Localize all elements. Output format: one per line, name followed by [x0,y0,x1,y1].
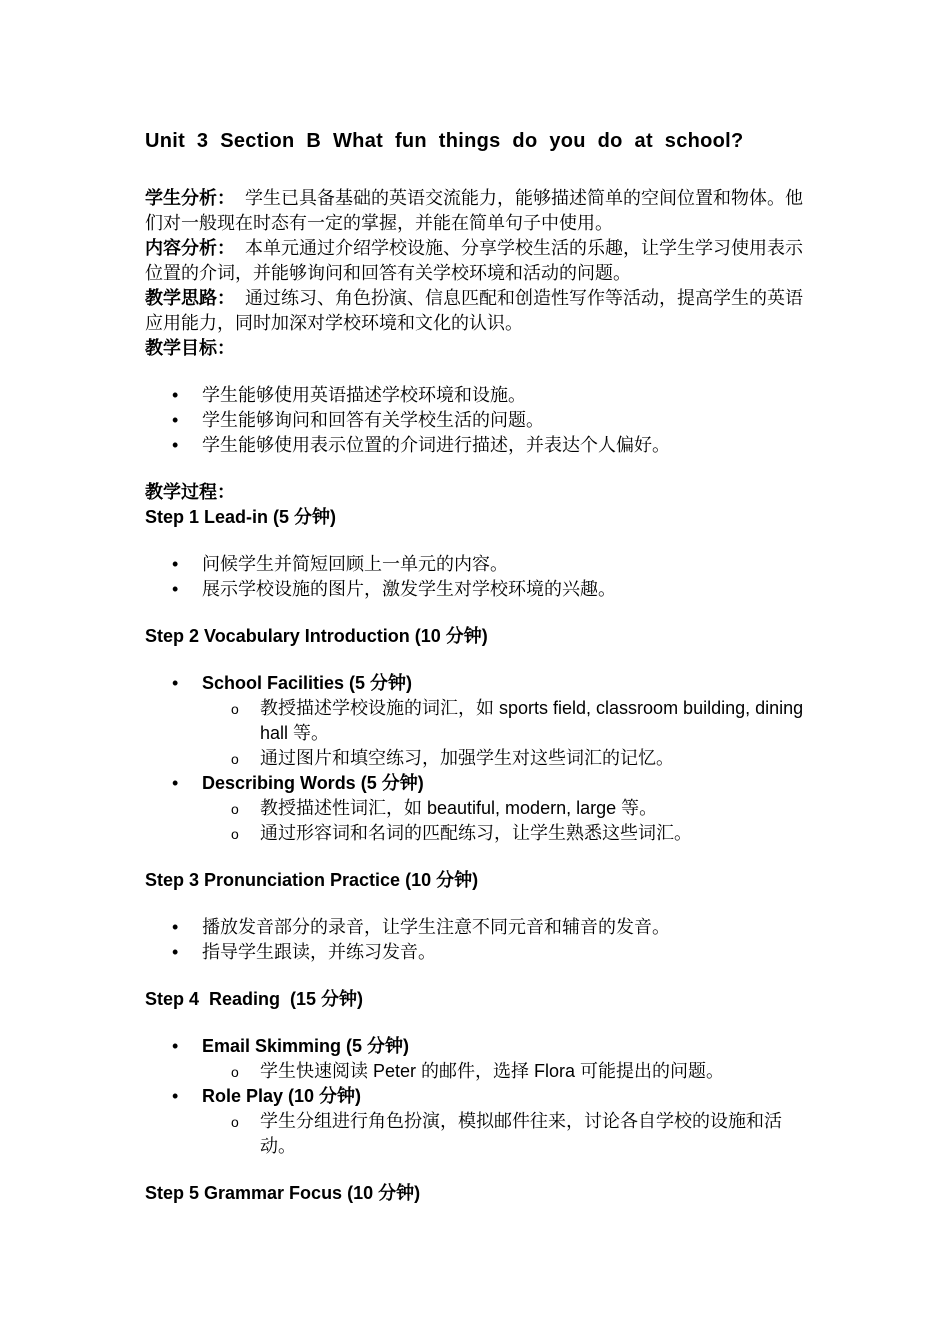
document-title: Unit 3 Section B What fun things do you do at school? [145,130,744,152]
objectives-label: 教学目标： [145,338,235,358]
step-4-list [145,1034,810,1159]
document-content [145,128,810,1206]
list-item: • 学生能够使用表示位置的介词进行描述，并表达个人偏好。 [145,433,810,458]
student-analysis [145,186,810,236]
content-analysis-label: 内容分析： [145,238,235,258]
list-item [145,1084,810,1159]
list-item: • 展示学校设施的图片，激发学生对学校环境的兴趣。 [145,577,810,602]
group-title: Email Skimming (5 分钟) [202,1036,410,1056]
group-title: School Facilities (5 分钟) [202,673,413,693]
step-2-list [145,671,810,846]
teaching-approach [145,286,810,336]
content-analysis-text: 本单元通过介绍学校设施、分享学校生活的乐趣，让学生学习使用表示位置的介词，并能够询问和回答有关学校环境和活动的问题。 [145,238,803,283]
sub-list [202,1059,810,1084]
student-analysis-label: 学生分析： [145,188,235,208]
list-item [145,671,810,771]
teaching-approach-label: 教学思路： [145,288,235,308]
list-item [145,1034,810,1084]
sub-item: o 教授描述性词汇，如 beautiful, modern, large 等。 [202,796,810,821]
teaching-approach-text: 通过练习、角色扮演、信息匹配和创造性写作等活动，提高学生的英语应用能力，同时加深对学校环境和文化的认识。 [145,288,803,333]
objectives-list [145,383,810,458]
sub-item: o 通过图片和填空练习，加强学生对这些词汇的记忆。 [202,746,810,771]
step-2-heading: Step 2 Vocabulary Introduction (10 分钟) [145,626,488,646]
sub-list [202,796,810,846]
step-1-list [145,552,810,602]
sub-item: o 学生快速阅读 Peter 的邮件，选择 Flora 可能提出的问题。 [202,1059,810,1084]
content-analysis [145,236,810,286]
step-1-heading: Step 1 Lead-in (5 分钟) [145,507,337,527]
step-4-heading: Step 4 Reading (15 分钟) [145,989,364,1009]
sub-list [202,1109,810,1159]
group-title: Role Play (10 分钟) [202,1086,362,1106]
step-3-heading: Step 3 Pronunciation Practice (10 分钟) [145,870,479,890]
list-item: • 学生能够询问和回答有关学校生活的问题。 [145,408,810,433]
step-3-list [145,915,810,965]
list-item: • 问候学生并简短回顾上一单元的内容。 [145,552,810,577]
student-analysis-text: 学生已具备基础的英语交流能力，能够描述简单的空间位置和物体。他们对一般现在时态有一定的掌握，并能在简单句子中使用。 [145,188,803,233]
list-item: • 指导学生跟读，并练习发音。 [145,940,810,965]
sub-item: o 教授描述学校设施的词汇，如 sports field, classroom building, dining hall 等。 [202,696,810,746]
list-item [145,771,810,846]
list-item: • 学生能够使用英语描述学校环境和设施。 [145,383,810,408]
group-title: Describing Words (5 分钟) [202,773,424,793]
sub-list [202,696,810,771]
list-item: • 播放发音部分的录音，让学生注意不同元音和辅音的发音。 [145,915,810,940]
sub-item: o 通过形容词和名词的匹配练习，让学生熟悉这些词汇。 [202,821,810,846]
sub-item: o 学生分组进行角色扮演，模拟邮件往来，讨论各自学校的设施和活动。 [202,1109,810,1159]
process-label: 教学过程： [145,482,235,502]
step-5-heading: Step 5 Grammar Focus (10 分钟) [145,1183,421,1203]
